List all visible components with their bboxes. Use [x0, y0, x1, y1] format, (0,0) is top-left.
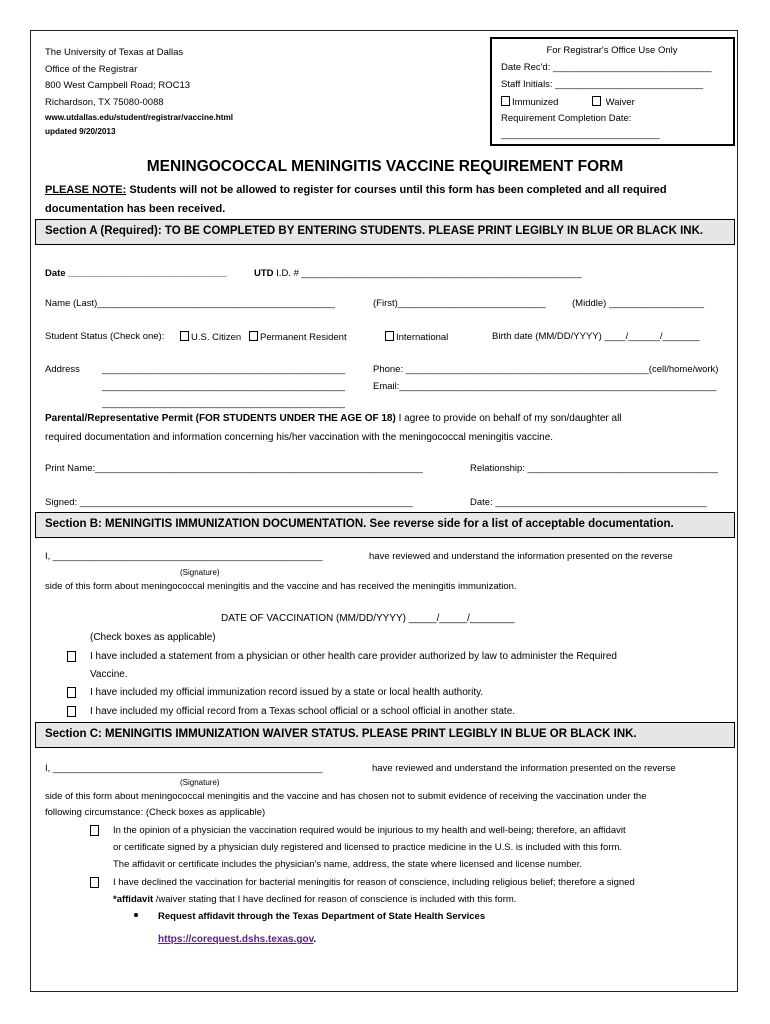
university-name: The University of Texas at Dallas: [45, 47, 184, 58]
citizen-label: U.S. Citizen: [191, 332, 242, 343]
section-c-header: Section C: MENINGITIS IMMUNIZATION WAIVER STATUS. PLEASE PRINT LEGIBLY IN BLUE OR BLACK INK.: [35, 722, 735, 748]
immunization-record-text: I have included my official immunization record issued by a state or local health authority.: [90, 687, 484, 698]
dshs-link-line: [158, 929, 316, 947]
conscience-exemption-checkbox[interactable]: [90, 877, 99, 888]
waiver-label: Waiver: [605, 97, 635, 108]
website-url[interactable]: www.utdallas.edu/student/registrar/vaccine.html: [45, 113, 234, 122]
medical-exemption-text-3: The affidavit or certificate includes the physician's name, address, the state where licensed and license number.: [113, 859, 582, 870]
registrar-office-box: [490, 37, 735, 146]
staff-initials-field[interactable]: Staff Initials: ____________________________: [501, 79, 704, 90]
form-title: MENINGOCOCCAL MENINGITIS VACCINE REQUIREMENT FORM: [146, 158, 624, 175]
print-name-field[interactable]: Print Name:______________________________________________________________: [45, 463, 423, 474]
city-address: Richardson, TX 75080-0088: [45, 96, 164, 108]
relationship-field[interactable]: Relationship: ____________________________________: [470, 463, 718, 474]
permit-text-1: I agree to provide on behalf of my son/daughter all: [395, 413, 622, 424]
medical-exemption-checkbox[interactable]: [90, 825, 99, 836]
vaccination-date-field[interactable]: DATE OF VACCINATION (MM/DD/YYYY) _____/_____/________: [221, 613, 515, 624]
section-b-signature-line[interactable]: I, ___________________________________________________: [45, 551, 323, 562]
phone-field[interactable]: Phone: ______________________________________________(cell/home/work): [373, 364, 719, 375]
physician-statement-text-2: Vaccine.: [90, 669, 128, 680]
section-c-side-text: side of this form about meningococcal meningitis and the vaccine and has chosen not to submit evidence of receiving the vaccination under the: [45, 791, 647, 802]
status-international-option[interactable]: [385, 331, 448, 343]
conscience-exemption-text-2: [113, 894, 516, 905]
parental-permit: [45, 413, 622, 424]
date-field[interactable]: Date ______________________________: [45, 268, 227, 279]
signed-date-field[interactable]: Date: ________________________________________: [470, 497, 707, 508]
bullet-item: [134, 911, 138, 922]
section-b-side-text: side of this form about meningococcal meningitis and the vaccine and has received the meningitis immunization.: [45, 581, 517, 592]
signed-field[interactable]: Signed: _______________________________________________________________: [45, 497, 413, 508]
section-b-signature-caption: (Signature): [180, 568, 220, 577]
international-label: International: [396, 332, 449, 343]
physician-statement-text-1: I have included a statement from a physician or other health care provider authorized by law to administer the Required: [90, 651, 617, 662]
section-b-reviewed: have reviewed and understand the information presented on the reverse: [369, 551, 673, 562]
section-c-following: following circumstance: (Check boxes as applicable): [45, 807, 266, 818]
resident-checkbox[interactable]: [249, 331, 258, 341]
first-name-field[interactable]: (First)____________________________: [373, 298, 546, 309]
international-checkbox[interactable]: [385, 331, 394, 341]
citizen-checkbox[interactable]: [180, 331, 189, 341]
section-b-header: Section B: MENINGITIS IMMUNIZATION DOCUMENTATION. See reverse side for a list of acceptable documentation.: [35, 512, 735, 538]
utd-id-line: I.D. # _____________________________________________________: [273, 268, 582, 279]
status-resident-option[interactable]: [249, 331, 347, 343]
address-label: Address: [45, 364, 80, 375]
section-a-header: Section A (Required): TO BE COMPLETED BY ENTERING STUDENTS. PLEASE PRINT LEGIBLY IN BLUE OR BLACK INK.: [35, 219, 735, 245]
permit-heading: Parental/Representative Permit (FOR STUDENTS UNDER THE AGE OF 18): [45, 413, 396, 424]
birth-date-field[interactable]: Birth date (MM/DD/YYYY) ____/______/_______: [492, 331, 700, 342]
email-field[interactable]: Email:____________________________________________________________: [373, 381, 717, 392]
date-recd-field[interactable]: Date Rec'd: ______________________________: [501, 62, 712, 73]
utd-label: UTD: [254, 268, 274, 279]
note-text-1: Students will not be allowed to register for courses until this form has been completed and all required: [126, 184, 667, 196]
header-block: [45, 45, 233, 139]
dshs-link-period: .: [313, 934, 317, 945]
middle-name-field[interactable]: (Middle) __________________: [572, 298, 705, 309]
student-status-label: Student Status (Check one):: [45, 331, 165, 342]
street-address: 800 West Campbell Road; ROC13: [45, 80, 191, 91]
school-record-text: I have included my official record from a Texas school official or a school official in another state.: [90, 706, 516, 717]
immunized-label: Immunized: [512, 97, 559, 108]
dshs-link[interactable]: https://corequest.dshs.texas.gov: [158, 934, 314, 945]
request-affidavit-text: Request affidavit through the Texas Department of State Health Services: [158, 911, 486, 922]
check-applicable-note: (Check boxes as applicable): [90, 632, 216, 643]
address-line-2[interactable]: ______________________________________________: [102, 381, 346, 392]
affidavit-label: *affidavit: [113, 894, 154, 905]
resident-label: Permanent Resident: [260, 332, 347, 343]
medical-exemption-text-1: In the opinion of a physician the vaccination required would be injurious to my health and well-being; therefore, an affidavit: [113, 825, 626, 836]
office-name: Office of the Registrar: [45, 63, 138, 75]
waiver-checkbox[interactable]: [592, 96, 601, 106]
address-line-3[interactable]: ______________________________________________: [102, 398, 346, 409]
immunization-record-checkbox[interactable]: [67, 687, 76, 698]
affidavit-rest: /waiver stating that I have declined for reason of conscience is included with this form.: [153, 894, 517, 905]
conscience-exemption-text-1: I have declined the vaccination for bacterial meningitis for reason of conscience, including religious belief; therefore a signed: [113, 877, 635, 888]
last-name-field[interactable]: Name (Last)_____________________________________________: [45, 298, 336, 309]
physician-statement-checkbox[interactable]: [67, 651, 76, 662]
please-note: [45, 181, 667, 219]
completion-date-field[interactable]: ______________________________: [501, 129, 660, 140]
status-citizen-option[interactable]: [180, 331, 241, 343]
section-c-reviewed: have reviewed and understand the information presented on the reverse: [372, 763, 676, 774]
utd-id-field[interactable]: [254, 268, 582, 279]
bullet-icon: [134, 913, 138, 917]
section-c-signature-line[interactable]: I, ___________________________________________________: [45, 763, 323, 774]
immunized-checkbox[interactable]: [501, 96, 510, 106]
permit-text-2: required documentation and information concerning his/her vaccination with the meningococcal meningitis vaccine.: [45, 432, 554, 443]
medical-exemption-text-2: or certificate signed by a physician duly registered and licensed to practice medicine in the U.S. is included with this form.: [113, 842, 623, 853]
section-c-signature-caption: (Signature): [180, 778, 220, 787]
note-text-2: documentation has been received.: [45, 203, 226, 215]
address-line-1[interactable]: ______________________________________________: [102, 364, 346, 375]
school-record-checkbox[interactable]: [67, 706, 76, 717]
office-box-title: For Registrar's Office Use Only: [546, 45, 678, 56]
note-label: PLEASE NOTE:: [45, 184, 127, 196]
updated-date: updated 9/20/2013: [45, 127, 116, 136]
completion-date-label: Requirement Completion Date:: [501, 113, 632, 124]
